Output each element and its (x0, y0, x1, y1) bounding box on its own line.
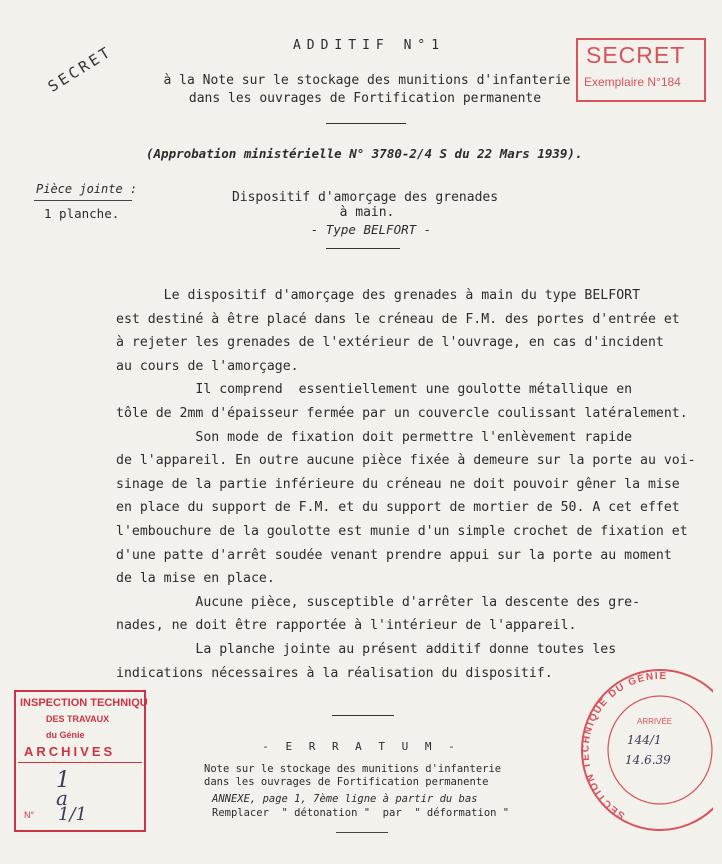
body-line: au cours de l'amorçage. (116, 358, 299, 374)
body-line: sinage de la partie inférieure du créneau ne doit pouvoir gêner la mise (116, 476, 680, 492)
inspection-stamp-line-3: du Génie (46, 730, 85, 740)
handwritten-1: 1 (56, 768, 70, 793)
inspection-archives-stamp (14, 690, 146, 832)
body-line: tôle de 2mm d'épaisseur fermée par un couvercle coulissant latéralement. (116, 405, 688, 421)
handwritten-2: a (56, 786, 68, 810)
document-title: ADDITIF N°1 (292, 38, 446, 53)
stamp-hand-date: 14.6.39 (625, 753, 671, 767)
body-line: à rejeter les grenades de l'extérieur de l'ouvrage, en cas d'incident (116, 335, 664, 351)
stamp-ring-text: SECTION TECHNIQUE DU GÉNIE (580, 670, 668, 821)
device-title-line-2: à main. (339, 205, 395, 220)
inspection-stamp-line-1: INSPECTION TECHNIQU (20, 697, 148, 709)
erratum-line-4: Remplacer " détonation " par " déformation " (212, 807, 510, 819)
erratum-line-1: Note sur le stockage des munitions d'infanterie (204, 763, 502, 775)
body-line: Le dispositif d'amorçage des grenades à main du type BELFORT (116, 288, 641, 303)
inspection-stamp-rule (18, 762, 142, 763)
body-line: d'une patte d'arrêt soudée venant prendre appui sur la porte au moment (116, 547, 672, 563)
body-line: de la mise en place. (116, 571, 275, 587)
secret-stamp-label: SECRET (586, 42, 686, 68)
body-line: Aucune pièce, susceptible d'arrêter la descente des gre- (116, 594, 641, 610)
approbation-line: (Approbation ministérielle N° 3780-2/4 S du 22 Mars 1939). (146, 146, 583, 161)
erratum-title: - E R R A T U M - (262, 740, 460, 753)
stamp-outer-ring (582, 670, 713, 830)
subtitle-line-2: dans les ouvrages de Fortification permanente (188, 91, 542, 106)
body-line: en place du support de F.M. et du support de mortier de 50. A cet effet (116, 500, 680, 516)
body-line: Son mode de fixation doit permettre l'enlèvement rapide (116, 429, 633, 445)
inspection-stamp-line-4: ARCHIVES (24, 744, 116, 759)
attachment-value: 1 planche. (44, 206, 120, 221)
inspection-stamp-line-2: DES TRAVAUX (46, 714, 110, 724)
erratum-divider (332, 715, 394, 716)
device-type-line: - Type BELFORT - (310, 222, 432, 237)
body-text (116, 284, 696, 685)
attachment-label: Pièce jointe : (36, 182, 138, 196)
body-line: indications nécessaires à la réalisation du dispositif. (116, 665, 553, 681)
stamp-arrivee: ARRIVÉE (637, 717, 673, 726)
body-line: est destiné à être placé dans le créneau de F.M. des portes d'entrée et (116, 311, 680, 327)
subtitle-line-1: à la Note sur le stockage des munitions d'infanterie (163, 73, 571, 88)
bottom-divider (336, 832, 388, 833)
body-line: Il comprend essentiellement une goulotte métallique en (116, 382, 633, 398)
device-title-divider (326, 248, 400, 249)
diagonal-secret-stamp: SECRET (44, 42, 116, 96)
erratum-line-2: dans les ouvrages de Fortification permanente (204, 776, 489, 788)
handwritten-3: 1/1 (58, 804, 87, 825)
body-line: La planche jointe au présent additif donne toutes les (116, 641, 617, 657)
title-divider (326, 123, 406, 124)
body-line: nades, ne doit être rapportée à l'intérieur de l'appareil. (116, 618, 577, 634)
exemplaire-number: Exemplaire N°184 (584, 75, 681, 89)
number-label: N° (24, 810, 35, 820)
erratum-line-3: ANNEXE, page 1, 7ème ligne à partir du bas (212, 793, 478, 805)
section-technique-round-stamp (575, 640, 713, 840)
stamp-inner-ring (608, 696, 712, 804)
body-line: l'embouchure de la goulotte est munie d'un simple crochet de fixation et (116, 523, 688, 539)
device-title-line-1: Dispositif d'amorçage des grenades (231, 190, 499, 205)
body-line: de l'appareil. En outre aucune pièce fixée à demeure sur la porte au voi- (116, 453, 696, 469)
stamp-hand-number: 144/1 (627, 733, 662, 747)
